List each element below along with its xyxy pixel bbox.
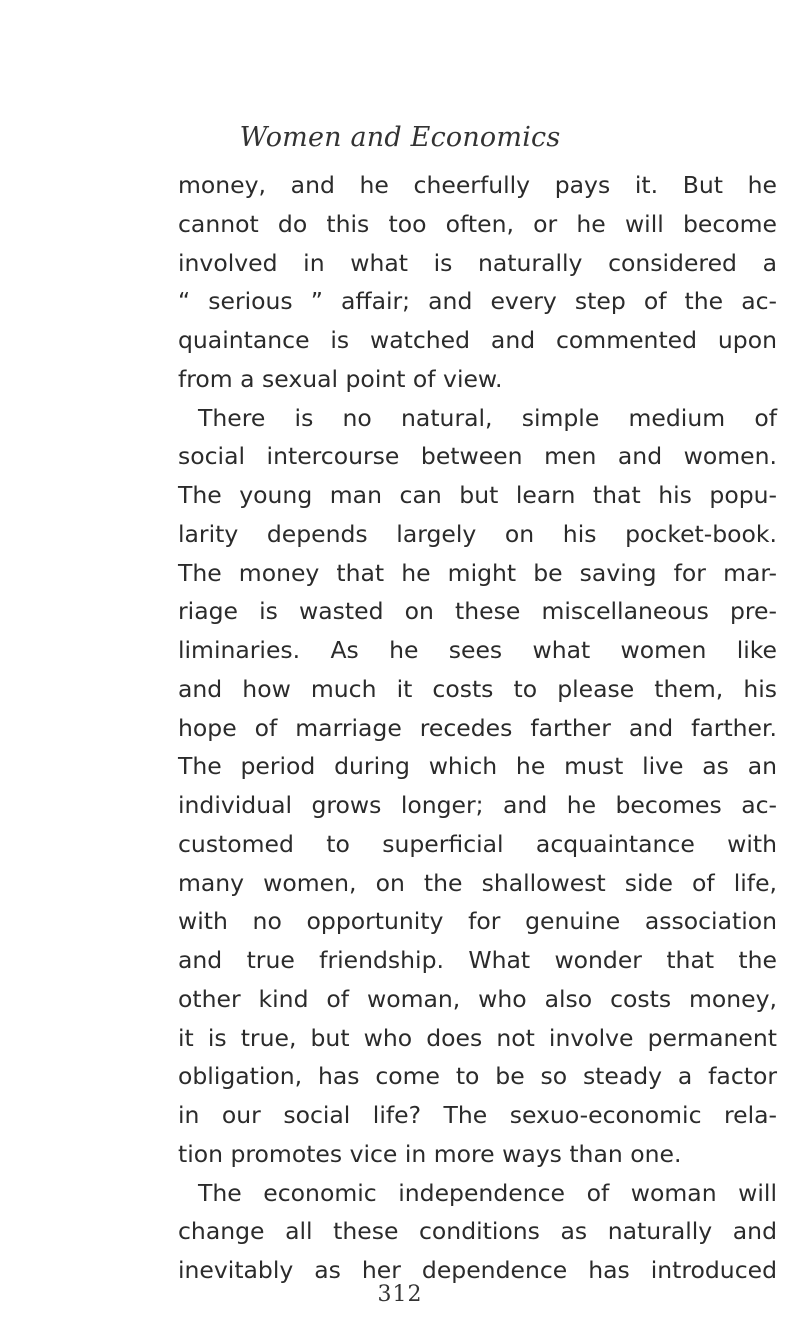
text-line: with no opportunity for genuine association — [178, 907, 777, 936]
text-line: “ serious ” affair; and every step of the ac- — [178, 287, 777, 316]
text-line: The young man can but learn that his popu- — [178, 481, 777, 509]
text-line: from a sexual point of view. — [178, 364, 503, 393]
text-line: and how much it costs to please them, his — [178, 674, 777, 703]
text-line: cannot do this too often, or he will become — [178, 209, 777, 238]
text-line: change all these conditions as naturally and — [178, 1217, 777, 1246]
text-line: individual grows longer; and he becomes ac- — [178, 791, 777, 819]
body-text — [178, 166, 777, 1290]
running-head: Women and Economics — [239, 122, 561, 153]
text-line: obligation, has come to be so steady a factor — [178, 1062, 777, 1091]
text-line: The period during which he must live as an — [178, 752, 777, 781]
paragraph-start-line: The economic independence of woman will — [198, 1178, 777, 1207]
text-line: hope of marriage recedes farther and farther. — [178, 713, 777, 742]
text-line: quaintance is watched and commented upon — [178, 326, 777, 354]
text-line: it is true, but who does not involve permanent — [178, 1023, 777, 1052]
paragraph-start-line: There is no natural, simple medium of — [198, 403, 777, 432]
text-line: in our social life? The sexuo-economic rela- — [178, 1101, 777, 1129]
text-line: money, and he cheerfully pays it. But he — [178, 171, 777, 199]
text-line: inevitably as her dependence has introduced — [178, 1256, 777, 1284]
page-number: 312 — [377, 1282, 423, 1307]
text-line: other kind of woman, who also costs money, — [178, 984, 777, 1013]
text-line: and true friendship. What wonder that the — [178, 946, 777, 974]
text-line: The money that he might be saving for mar- — [178, 558, 777, 587]
text-line: liminaries. As he sees what women like — [178, 636, 777, 664]
text-line: tion promotes vice in more ways than one. — [178, 1139, 682, 1168]
text-line: social intercourse between men and women. — [178, 442, 777, 471]
text-line: riage is wasted on these miscellaneous pre- — [178, 597, 777, 626]
text-line: involved in what is naturally considered a — [178, 248, 777, 277]
text-line: many women, on the shallowest side of life, — [178, 868, 777, 897]
text-line: larity depends largely on his pocket-book. — [178, 519, 777, 548]
text-line: customed to superficial acquaintance with — [178, 829, 777, 858]
